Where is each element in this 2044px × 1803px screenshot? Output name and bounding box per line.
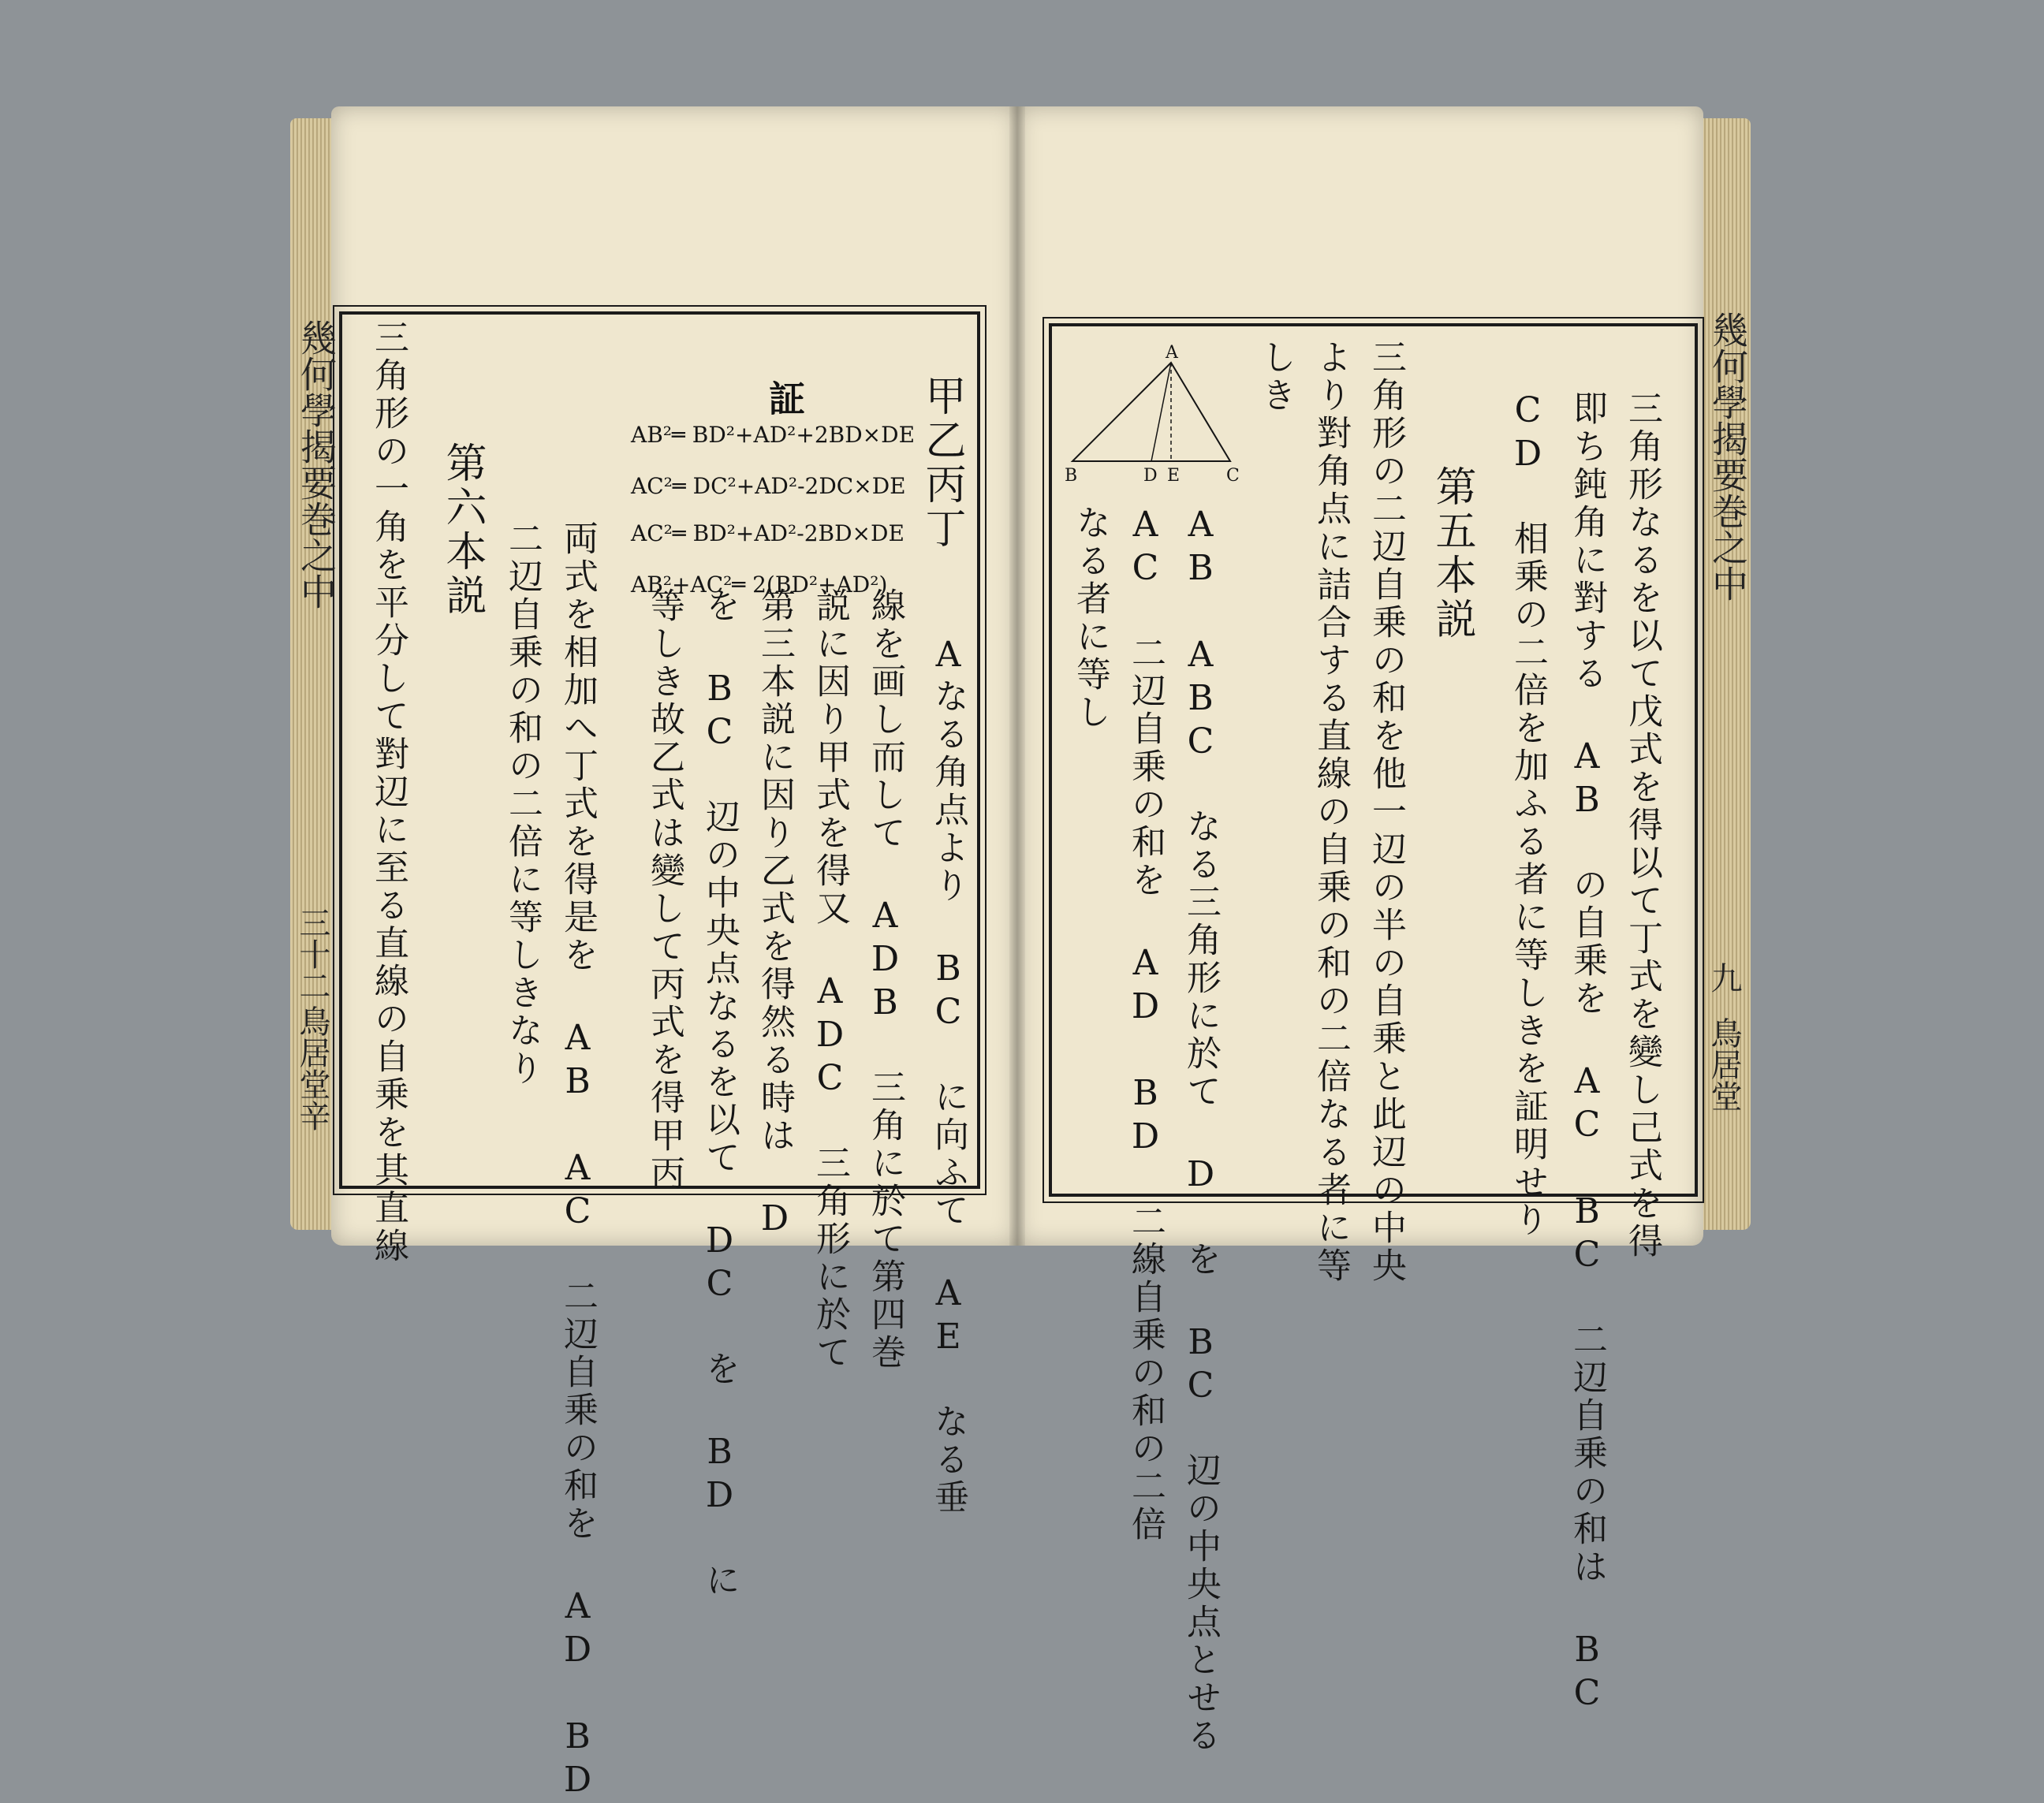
left-col-6: を BC 辺の中央点なるを以て DC を BD に [699,587,740,1600]
right-col-5: 三角形の二辺自乗の和を他一辺の半の自乗と此辺の中央 [1366,339,1406,1285]
equation-3: AC²═ BD²+AD²-2BD×DE [631,520,905,546]
right-col-2: 即ち鈍角に對する AB の自乗を AC BC 二辺自乗の和は BC [1567,390,1607,1716]
left-page-number: 三十二 [294,907,330,1001]
right-col-1: 三角形なるを以て戊式を得以て丁式を變し己式を得 [1622,390,1662,1261]
proof-heading: 証 [769,378,805,420]
left-col-9: 二辺自乗の和の二倍に等しきなり [502,520,543,1088]
diagram-label-c: C [1226,466,1240,485]
left-publisher: 鳥居堂辛 [294,1005,330,1131]
equation-1: AB²═ BD²+AD²+2BD×DE [631,422,916,448]
equation-4: AB²+AC²═ 2(BD²+AD²) [631,572,888,598]
median-line [1151,363,1171,461]
left-col-4: 説に因り甲式を得又 ADC 三角形に於て [810,587,850,1372]
left-col-3: 線を画し而して ADB 三角に於て第四巻 [865,587,905,1372]
right-page-number: 九 [1706,962,1742,993]
diagram-label-d: D [1143,466,1158,485]
diagram-label-b: B [1065,466,1078,485]
left-margin-title: 幾何學揭要巻之中 [295,319,338,609]
right-margin-title: 幾何學揭要巻之中 [1706,311,1749,602]
right-publisher: 鳥居堂 [1706,1017,1742,1112]
right-col-6: より對角点に詰合する直線の自乗の和の二倍なる者に等 [1311,339,1351,1285]
left-col-10: 第六本説 [438,441,486,618]
book-gutter [1009,106,1025,1246]
right-col-8: AB ABC なる三角形に於て D を BC 辺の中央点とせる [1181,505,1221,1755]
equation-2: AC²═ DC²+AD²-2DC×DE [631,473,906,499]
right-col-3: CD 相乗の二倍を加ふる者に等しきを証明せり [1508,390,1548,1239]
right-col-10: なる者に等し [1070,505,1110,732]
diagram-label-a: A [1166,343,1178,363]
left-col-2: Aなる角点より BC に向ふて AE なる垂 [928,635,968,1517]
triangle-diagram [1065,339,1246,485]
left-col-1: 甲乙丙丁 [918,374,965,551]
diagram-label-e: E [1167,466,1181,485]
right-col-7: しき [1255,339,1296,415]
left-col-8: 両式を相加へ丁式を得是を AB AC 二辺自乗の和を AD BD [558,520,598,1803]
right-col-9: AC 二辺自乗の和を AD BD 二線自乗の和の二倍 [1125,505,1166,1544]
left-col-5: 第三本説に因り乙式を得然る時は D [755,587,795,1242]
left-col-7: 等しき故乙式は變して丙式を得甲丙 [644,587,684,1193]
left-col-11: 三角形の一角を平分して對辺に至る直線の自乗を其直線 [368,319,408,1265]
right-col-4: 第五本説 [1428,465,1475,642]
